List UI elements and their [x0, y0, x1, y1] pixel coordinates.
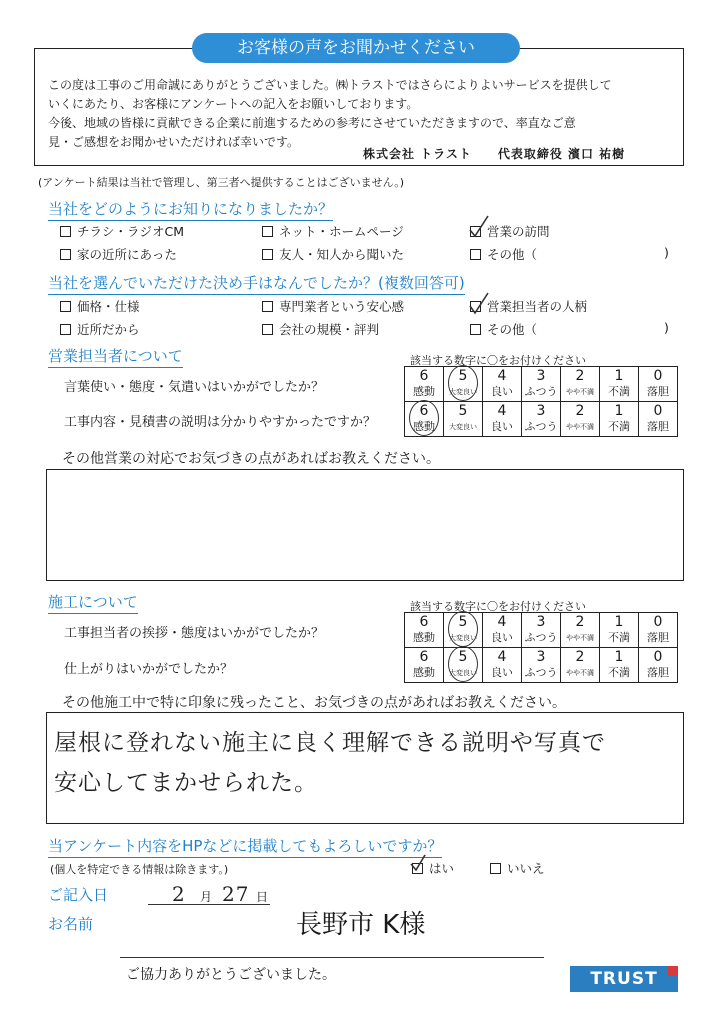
rating-value: 3: [536, 614, 546, 630]
rating-label: ふつう: [524, 631, 558, 644]
rating-value: 3: [536, 403, 546, 419]
checkmark-icon: [466, 290, 492, 316]
option-flyer[interactable]: チラシ・ラジオCM: [60, 222, 184, 240]
rating-cell[interactable]: [483, 648, 522, 683]
rating-caption: 該当する数字に〇をお付けください: [410, 600, 586, 613]
rating-cell[interactable]: [522, 402, 561, 437]
rating-value: 0: [653, 368, 663, 384]
rating-label: やや不満: [566, 634, 594, 642]
option-no[interactable]: いいえ: [490, 859, 545, 877]
rating-label: 良い: [491, 385, 513, 398]
date-month: 2: [172, 882, 186, 906]
section-sales: 営業担当者について: [48, 346, 183, 368]
rating-circle-mark: [448, 646, 478, 682]
option-specialist[interactable]: 専門業者という安心感: [262, 297, 404, 315]
rating-label: 感動: [413, 666, 435, 679]
date-label: ご記入日: [48, 886, 109, 904]
sales-comment-box[interactable]: [46, 469, 684, 581]
rating-label: ふつう: [524, 385, 558, 398]
date-day: 27: [222, 882, 250, 906]
rating-cell[interactable]: [561, 402, 600, 437]
rating-value: 4: [497, 368, 507, 384]
rating-cell[interactable]: [639, 648, 678, 683]
rating-cell[interactable]: [405, 648, 444, 683]
checkbox[interactable]: [262, 301, 273, 312]
option-other-close: ): [664, 320, 669, 335]
option-other-close: ): [664, 245, 669, 260]
intro-line: この度は工事のご用命誠にありがとうございました。㈱トラストではさらによりよいサービスを提供して: [48, 78, 612, 92]
checkbox[interactable]: [60, 301, 71, 312]
option-other[interactable]: その他（: [470, 245, 537, 263]
option-price[interactable]: 価格・仕様: [60, 297, 140, 315]
rating-label: 感動: [413, 385, 435, 398]
rating-label: 不満: [608, 631, 630, 644]
checkbox[interactable]: [262, 249, 273, 260]
question-publish: 当アンケート内容をHPなどに掲載してもよろしいですか？: [48, 836, 442, 858]
question-how-know: 当社をどのようにお知りになりましたか？: [48, 199, 333, 221]
rating-value: 0: [653, 649, 663, 665]
customer-name: 長野市 K様: [296, 910, 426, 940]
rating-cell[interactable]: [444, 367, 483, 402]
rating-value: 1: [614, 614, 624, 630]
survey-title: お客様の声をお聞かせください: [192, 33, 520, 63]
rating-value: 1: [614, 403, 624, 419]
rating-caption: 該当する数字に〇をお付けください: [410, 354, 586, 367]
name-underline: [120, 957, 544, 958]
rating-label: 不満: [608, 666, 630, 679]
trust-logo: TRUST: [570, 966, 678, 992]
name-label: お名前: [48, 915, 94, 933]
rating-label: 大変良い: [449, 388, 477, 396]
sales-question-explanation: 工事内容・見積書の説明は分かりやすかったですか？: [64, 415, 377, 430]
construction-comment-line: 屋根に登れない施主に良く理解できる説明や写真で: [54, 730, 606, 756]
rating-cell[interactable]: [483, 402, 522, 437]
rating-cell[interactable]: [483, 613, 522, 648]
rating-circle-mark: [409, 400, 439, 436]
rating-value: 5: [458, 614, 468, 630]
rating-value: 6: [419, 614, 429, 630]
rating-row: [405, 367, 678, 402]
rating-value: 0: [653, 614, 663, 630]
company-signature: 株式会社 トラスト 代表取締役 濱口 祐樹: [363, 147, 626, 161]
rating-label: 不満: [608, 385, 630, 398]
rating-cell[interactable]: [600, 648, 639, 683]
question-deciding-factor: 当社を選んでいただけた決め手はなんでしたか？(複数回答可): [48, 273, 465, 295]
rating-value: 3: [536, 649, 546, 665]
rating-value: 6: [419, 649, 429, 665]
rating-cell[interactable]: [561, 613, 600, 648]
logo-accent-square: [668, 966, 678, 976]
option-nearby[interactable]: 家の近所にあった: [60, 245, 177, 263]
rating-table-construction: [404, 612, 678, 683]
checkbox[interactable]: [60, 249, 71, 260]
option-sales-person[interactable]: 営業担当者の人柄: [470, 297, 587, 315]
rating-label: ふつう: [524, 666, 558, 679]
rating-label: 落胆: [647, 631, 669, 644]
checkbox[interactable]: [262, 226, 273, 237]
rating-cell[interactable]: [639, 402, 678, 437]
date-month-unit: 月: [200, 890, 213, 904]
section-construction: 施工について: [48, 592, 138, 614]
rating-value: 2: [575, 403, 585, 419]
rating-value: 6: [419, 403, 429, 419]
rating-label: 良い: [491, 631, 513, 644]
rating-cell[interactable]: [522, 613, 561, 648]
rating-cell[interactable]: [405, 613, 444, 648]
option-other[interactable]: その他（: [470, 320, 537, 338]
construction-question-manner: 工事担当者の挨拶・態度はいかがでしたか？: [64, 626, 325, 641]
rating-value: 2: [575, 368, 585, 384]
checkbox[interactable]: [60, 226, 71, 237]
rating-value: 5: [458, 649, 468, 665]
rating-cell[interactable]: [600, 402, 639, 437]
rating-cell[interactable]: [444, 402, 483, 437]
option-nearby[interactable]: 近所だから: [60, 320, 140, 338]
option-sales-visit[interactable]: 営業の訪問: [470, 222, 550, 240]
rating-row: [405, 648, 678, 683]
rating-cell[interactable]: [600, 367, 639, 402]
rating-value: 2: [575, 614, 585, 630]
rating-value: 3: [536, 368, 546, 384]
construction-comment-prompt: その他施工中で特に印象に残ったこと、お気づきの点があればお教えください。: [62, 695, 566, 711]
rating-cell[interactable]: [444, 648, 483, 683]
rating-cell[interactable]: [522, 367, 561, 402]
rating-cell[interactable]: [561, 367, 600, 402]
checkmark-icon: [466, 214, 492, 238]
rating-row: [405, 613, 678, 648]
rating-label: 大変良い: [449, 669, 477, 677]
rating-cell[interactable]: [444, 613, 483, 648]
sales-question-manner: 言葉使い・態度・気遣いはいかがでしたか？: [64, 380, 325, 395]
rating-table-sales: [404, 366, 678, 437]
checkbox[interactable]: [470, 324, 481, 335]
rating-cell[interactable]: [561, 648, 600, 683]
checkbox[interactable]: [470, 249, 481, 260]
sales-comment-prompt-text: その他営業の対応でお気づきの点があればお教えください。: [62, 451, 440, 467]
rating-value: 0: [653, 403, 663, 419]
rating-label: やや不満: [566, 669, 594, 677]
construction-comment-line: 安心してまかせられた。: [54, 770, 318, 796]
rating-value: 2: [575, 649, 585, 665]
rating-circle-mark: [448, 365, 478, 401]
rating-cell[interactable]: [639, 613, 678, 648]
privacy-note: (アンケート結果は当社で管理し、第三者へ提供することはございません。): [38, 176, 405, 189]
rating-cell[interactable]: [405, 402, 444, 437]
rating-label: 落胆: [647, 666, 669, 679]
checkmark-icon: [408, 853, 428, 873]
rating-value: 4: [497, 614, 507, 630]
option-website[interactable]: ネット・ホームページ: [262, 222, 404, 240]
intro-line: 今後、地域の皆様に貢献できる企業に前進するための参考にさせていただきますので、率直なご意: [48, 116, 576, 130]
rating-label: 落胆: [647, 385, 669, 398]
rating-row: [405, 402, 678, 437]
rating-label: ふつう: [524, 420, 558, 433]
rating-label: 落胆: [647, 420, 669, 433]
rating-cell[interactable]: [639, 367, 678, 402]
rating-label: 不満: [608, 420, 630, 433]
intro-line: 見・ご感想をお聞かせいただければ幸いです。: [48, 135, 300, 149]
rating-cell[interactable]: [600, 613, 639, 648]
option-friend[interactable]: 友人・知人から聞いた: [262, 245, 404, 263]
option-reputation[interactable]: 会社の規模・評判: [262, 320, 379, 338]
rating-value: 5: [458, 368, 468, 384]
rating-label: 感動: [413, 420, 435, 433]
rating-value: 5: [458, 403, 468, 419]
rating-label: やや不満: [566, 423, 594, 431]
rating-label: 良い: [491, 420, 513, 433]
rating-label: 大変良い: [449, 423, 477, 431]
rating-cell[interactable]: [405, 367, 444, 402]
rating-value: 1: [614, 649, 624, 665]
checkbox[interactable]: [60, 324, 71, 335]
rating-cell[interactable]: [522, 648, 561, 683]
rating-value: 4: [497, 649, 507, 665]
date-day-unit: 日: [256, 890, 269, 904]
construction-question-finish: 仕上がりはいかがでしたか？: [64, 662, 234, 677]
rating-label: 良い: [491, 666, 513, 679]
rating-value: 1: [614, 368, 624, 384]
checkbox[interactable]: [490, 863, 501, 874]
thanks-text: ご協力ありがとうございました。: [126, 967, 336, 983]
rating-cell[interactable]: [483, 367, 522, 402]
option-yes[interactable]: はい: [412, 859, 454, 877]
checkbox[interactable]: [262, 324, 273, 335]
intro-line: いくにあたり、お客様にアンケートへの記入をお願いしております。: [48, 97, 419, 111]
rating-value: 4: [497, 403, 507, 419]
rating-value: 6: [419, 368, 429, 384]
intro-text: [48, 76, 678, 152]
rating-label: 感動: [413, 631, 435, 644]
publish-note: (個人を特定できる情報は除きます。): [50, 863, 229, 876]
rating-circle-mark: [448, 611, 478, 647]
rating-label: 大変良い: [449, 634, 477, 642]
rating-label: やや不満: [566, 388, 594, 396]
